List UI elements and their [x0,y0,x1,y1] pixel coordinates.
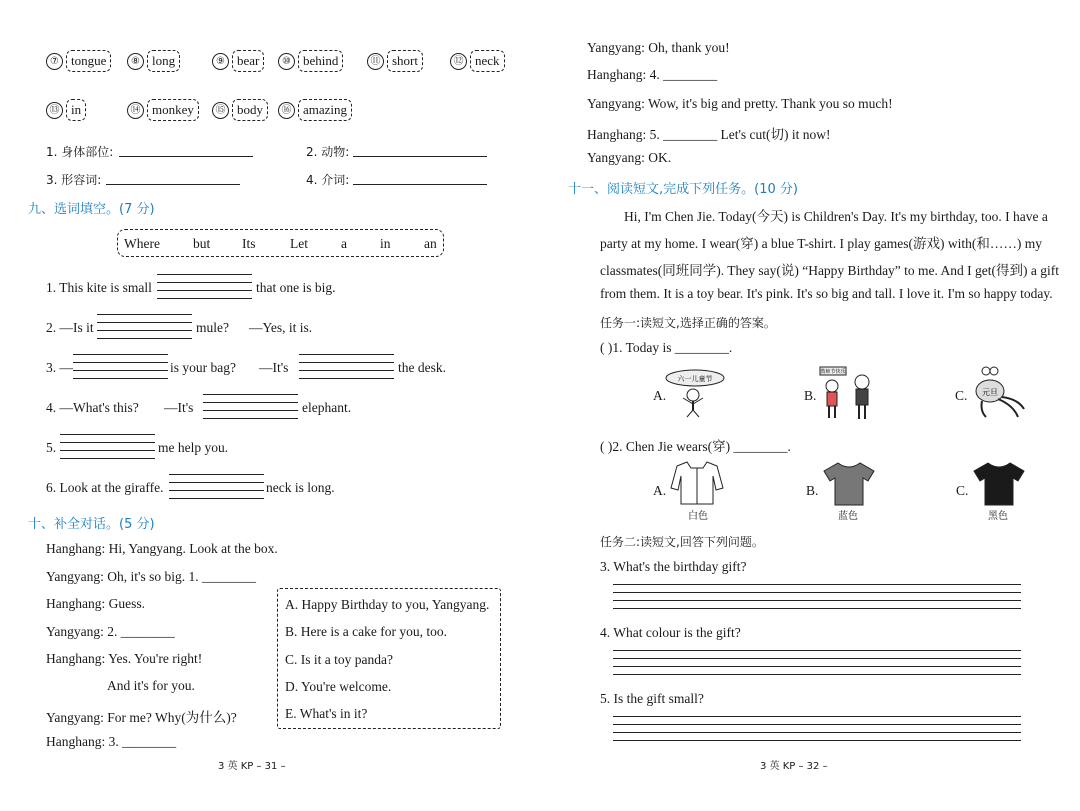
q9-4-text-c: elephant. [302,400,352,415]
four-line [613,650,1021,651]
four-line [299,362,394,363]
four-line [169,482,264,483]
four-line [97,338,192,339]
dialog-line: Yangyang: For me? Why(为什么)? [46,710,237,725]
option-label: A. [653,483,667,498]
category-prepositions: 4. 介词: [306,173,350,187]
color-label-white: 白色 [688,511,708,522]
four-line[interactable] [203,410,298,411]
four-line[interactable] [157,290,252,291]
four-line[interactable] [73,370,168,371]
banner-text: 六一儿童节 [677,375,713,383]
four-line [613,724,1021,725]
word-item: ⑬ in [46,99,86,121]
four-line [97,322,192,323]
word-item: ⑫ neck [450,50,505,72]
task-1-title: 任务一:读短文,选择正确的答案。 [600,316,776,330]
answer-line[interactable] [353,156,487,157]
category-animals: 2. 动物: [306,145,350,159]
bank-word: a [341,236,347,251]
four-line [60,442,155,443]
option-c: C. Is it a toy panda? [285,652,393,667]
q9-2-text-c: —Yes, it is. [249,320,313,335]
q9-4-text-a: 4. —What's this? [46,400,139,415]
answer-line[interactable] [106,184,240,185]
q9-5-text-a: 5. [46,440,57,455]
question-5: 5. Is the gift small? [600,691,704,706]
word-item: ⑭ monkey [127,99,199,121]
question-3: 3. What's the birthday gift? [600,559,747,574]
word-item: ⑮ body [212,99,268,121]
option-e: E. What's in it? [285,706,368,721]
passage-line: party at my home. I wear(穿) a blue T-shirt. I play games(游戏) with(和……) my [600,236,1043,251]
four-line [157,282,252,283]
four-line [97,314,192,315]
q9-2-text-b: mule? [196,320,229,335]
dialog-line: Yangyang: Oh, thank you! [587,40,730,55]
four-line [169,498,264,499]
option-d: D. You're welcome. [285,679,392,694]
bank-word: an [424,236,437,251]
q9-3-text-b: is your bag? [170,360,236,375]
four-line[interactable] [613,732,1021,733]
four-line[interactable] [299,370,394,371]
white-shirt-icon[interactable] [669,460,725,506]
option-b: B. Here is a cake for you, too. [285,624,447,639]
four-line [73,362,168,363]
word-item: ⑯ amazing [278,99,352,121]
four-line [613,592,1021,593]
word-item: ⑨ bear [212,50,264,72]
dialog-line: Hanghang: Hi, Yangyang. Look at the box. [46,541,278,556]
dialog-line: Hanghang: 5. ________ Let's cut(切) it now! [587,127,831,142]
passage-line: Hi, I'm Chen Jie. Today(今天) is Children's Day. It's my birthday, too. I have a [624,209,1048,224]
bank-word: in [380,236,391,251]
q9-5-text-b: me help you. [158,440,229,455]
section-9-title: 九、选词填空。(7 分) [28,202,155,217]
option-a: A. Happy Birthday to you, Yangyang. [285,597,490,612]
category-adjectives: 3. 形容词: [46,173,102,187]
four-line [60,458,155,459]
blue-tshirt-icon[interactable] [822,461,876,507]
four-line[interactable] [613,666,1021,667]
four-line [73,378,168,379]
section-11-title: 十一、阅读短文,完成下列任务。(10 分) [568,182,798,197]
dialog-line: Hanghang: Yes. You're right! [46,651,203,666]
question-4: 4. What colour is the gift? [600,625,741,640]
four-line[interactable] [60,450,155,451]
dialog-line: Hanghang: 4. ________ [587,67,718,82]
q9-1-text-b: that one is big. [256,280,336,295]
dialog-line: Yangyang: 2. ________ [46,624,175,639]
bank-word: but [193,236,211,251]
coin-text: 元旦 [982,388,998,397]
dialog-line: Yangyang: Wow, it's big and pretty. Thank you so much! [587,96,893,111]
four-line [613,740,1021,741]
q9-3-text-d: the desk. [398,360,446,375]
color-label-black: 黑色 [988,511,1008,522]
four-line [73,354,168,355]
option-label: B. [804,388,817,403]
section-10-title: 十、补全对话。(5 分) [28,517,155,532]
q9-3-text-c: —It's [259,360,289,375]
page-number-left: 3 英 KP – 31 – [218,761,286,772]
answer-line[interactable] [353,184,487,185]
q9-6-text-b: neck is long. [266,480,335,495]
four-line [299,378,394,379]
dialog-line: And it's for you. [107,678,195,693]
option-label: C. [955,388,968,403]
sign-text: 教师节快乐 [820,369,846,375]
four-line[interactable] [169,490,264,491]
four-line [203,402,298,403]
page-number-right: 3 英 KP – 32 – [760,761,828,772]
word-item: ⑦ tongue [46,50,111,72]
q9-1-text-a: 1. This kite is small [46,280,152,295]
color-label-blue: 蓝色 [838,511,858,522]
word-item: ⑧ long [127,50,180,72]
bank-word: Where [124,236,160,251]
four-line [203,394,298,395]
new-year-knot-icon[interactable] [968,365,1026,420]
passage-line: classmates(同班同学). They say(说) “Happy Birthday” to me. And I get(得到) a gift [600,263,1060,278]
answer-line[interactable] [119,156,253,157]
dialog-line: Yangyang: Oh, it's so big. 1. ________ [46,569,256,584]
word-bank-box [117,229,444,257]
option-label: A. [653,388,667,403]
bank-word: Its [242,236,256,251]
bank-word: Let [290,236,308,251]
four-line [157,298,252,299]
four-line [60,434,155,435]
four-line [169,474,264,475]
four-line [203,418,298,419]
dialog-line: Hanghang: Guess. [46,596,145,611]
option-label: B. [806,483,819,498]
teachers-day-icon[interactable] [818,366,878,421]
four-line [613,716,1021,717]
dialog-line: Hanghang: 3. ________ [46,734,177,749]
task-2-title: 任务二:读短文,回答下列问题。 [600,535,764,549]
black-tshirt-icon[interactable] [972,461,1026,507]
four-line [613,674,1021,675]
q9-4-text-b: —It's [164,400,194,415]
question-1: ( )1. Today is ________. [600,340,733,355]
four-line [613,608,1021,609]
category-body-parts: 1. 身体部位: [46,145,114,159]
passage-line: from them. It is a toy bear. It's pink. It's so big and tall. I love it. I'm so happy today. [600,286,1053,301]
dialog-line: Yangyang: OK. [587,150,672,165]
word-item: ⑩ behind [278,50,343,72]
four-line[interactable] [613,600,1021,601]
question-2: ( )2. Chen Jie wears(穿) ________. [600,439,791,454]
q9-3-text-a: 3. — [46,360,73,375]
option-label: C. [956,483,969,498]
four-line [157,274,252,275]
four-line[interactable] [97,330,192,331]
q9-2-text-a: 2. —Is it [46,320,94,335]
q9-6-text-a: 6. Look at the giraffe. [46,480,164,495]
four-line [613,658,1021,659]
childrens-day-icon[interactable] [665,368,727,418]
four-line [613,584,1021,585]
word-item: ⑪ short [367,50,423,72]
four-line [299,354,394,355]
